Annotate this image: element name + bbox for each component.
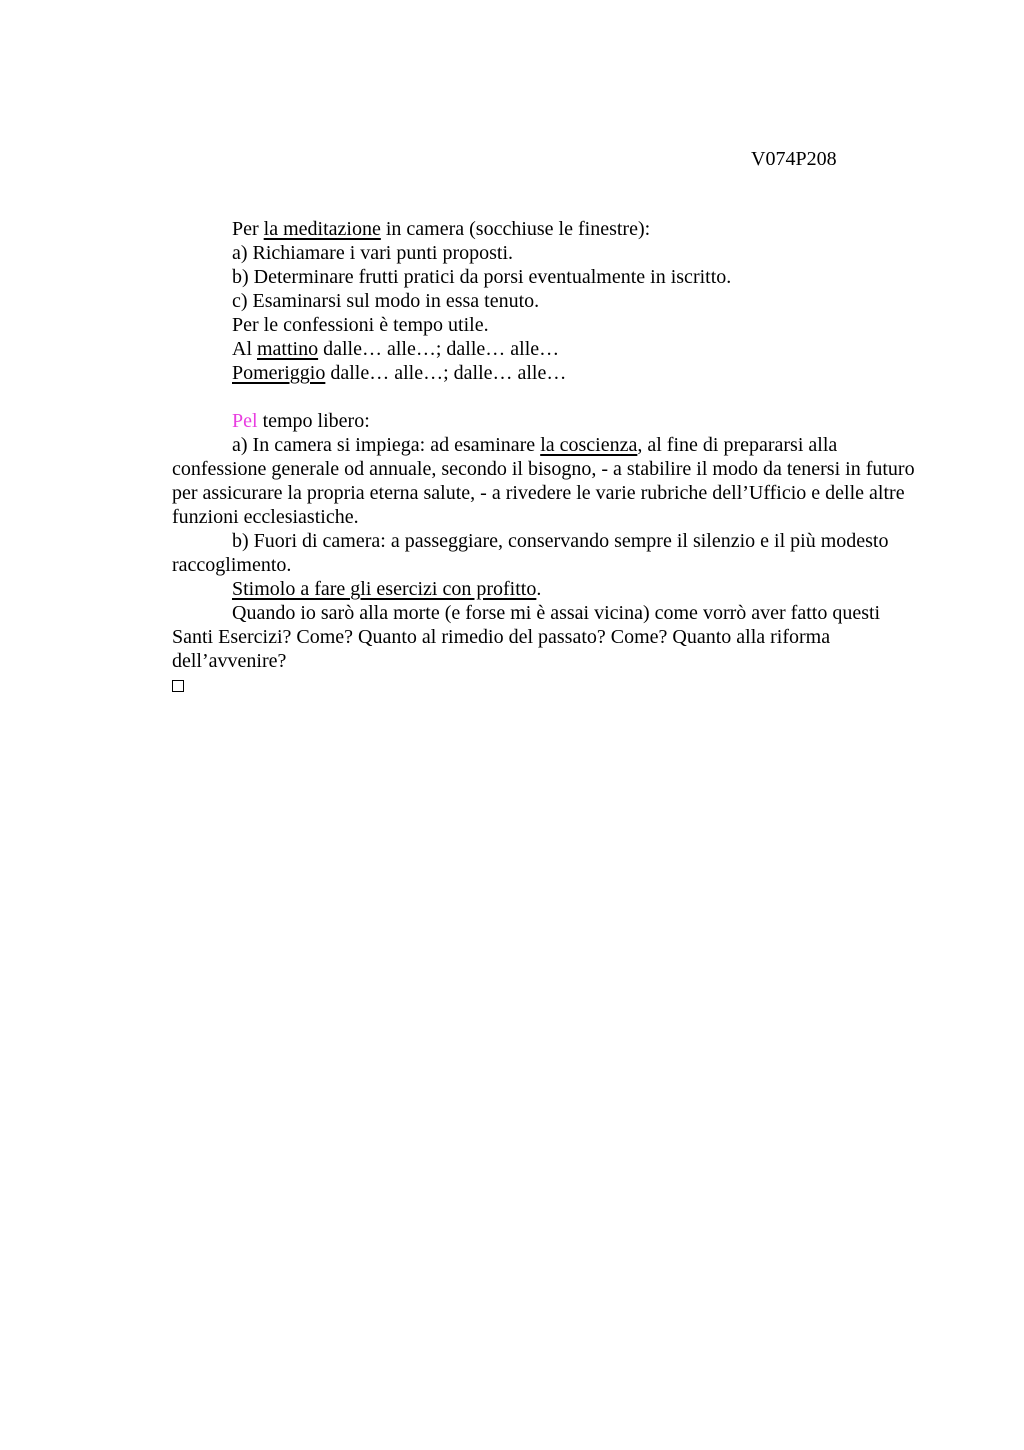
stimulus-title: Stimolo a fare gli esercizi con profitto <box>232 578 537 600</box>
empty-square-icon <box>172 680 184 692</box>
confessions-line: Per le confessioni è tempo utile. <box>232 314 489 336</box>
conscience-term: la coscienza <box>540 434 638 456</box>
meditation-intro <box>172 217 917 241</box>
end-marker <box>172 673 917 698</box>
morning-before: Al <box>232 338 257 360</box>
free-time-heading-rest: tempo libero: <box>257 410 370 432</box>
morning-label: mattino <box>257 338 319 360</box>
free-time-a-after: , al fine di prepararsi alla confessione generale od annuale, secondo il bisogno, - a stabilire il modo da tenersi in futuro per assicurare la propria eterna salute, - a rivedere le varie rubriche dell’Ufficio e delle altre funzioni ecclesiastiche. <box>172 434 915 528</box>
meditation-intro-before: Per <box>232 218 264 240</box>
meditation-item-a: a) Richiamare i vari punti proposti. <box>232 242 514 264</box>
morning-schedule <box>172 337 917 361</box>
free-time-a-before: a) In camera si impiega: ad esaminare <box>232 434 541 456</box>
paragraph-gap <box>172 385 917 409</box>
afternoon-times: dalle… alle…; dalle… alle… <box>325 362 567 384</box>
stimulus-period: . <box>536 578 542 600</box>
meditation-item-b: b) Determinare frutti pratici da porsi eventualmente in iscritto. <box>232 266 732 288</box>
meditation-intro-after: in camera (socchiuse le finestre): <box>380 218 651 240</box>
free-time-item-a <box>172 433 917 529</box>
document-body <box>172 217 917 698</box>
afternoon-label: Pomeriggio <box>232 362 326 384</box>
page-identifier: V074P208 <box>751 148 837 170</box>
stimulus-heading <box>172 577 917 601</box>
free-time-highlight: Pel <box>232 410 258 432</box>
meditation-item-c: c) Esaminarsi sul modo in essa tenuto. <box>232 290 540 312</box>
morning-times: dalle… alle…; dalle… alle… <box>318 338 560 360</box>
free-time-heading <box>172 409 917 433</box>
afternoon-schedule <box>172 361 917 385</box>
stimulus-text: Quando io sarò alla morte (e forse mi è assai vicina) come vorrò aver fatto questi Santi Esercizi? Come? Quanto al rimedio del passato? Come? Quanto alla riforma dell’avvenire? <box>172 602 881 672</box>
free-time-item-b: b) Fuori di camera: a passeggiare, conservando sempre il silenzio e il più modesto raccoglimento. <box>172 530 889 576</box>
meditation-title: la meditazione <box>263 218 381 240</box>
